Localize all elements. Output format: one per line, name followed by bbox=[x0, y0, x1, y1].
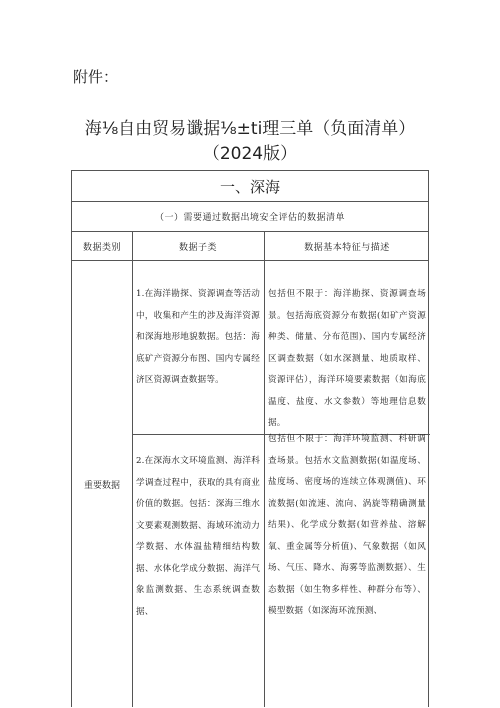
table-header-row bbox=[72, 232, 428, 261]
data-list-table bbox=[71, 170, 429, 707]
column-header-category: 数据类别 bbox=[82, 243, 121, 253]
subtype-cell-1: 1.在海洋勘探、资源调查等活动中，收集和产生的涉及海洋资源和深海地形地貌数据。包括：海底矿产资源分布图、国内专属经济区资源调查数据等。 bbox=[136, 289, 260, 385]
subsection-title: （一）需要通过数据出境安全评估的数据清单 bbox=[72, 202, 428, 232]
description-cell-1: 包括但不限于：海洋勘探、资源调查场景。包括海底资源分布数据(如矿产资源种类、储量、分布范围)、国内专属经济区调查数据（如水深测量、地质取样、资源评估），海洋环境要素数据（如海底温度、盐度、水文参数）等地理信息数据。 bbox=[268, 289, 426, 428]
description-cell-2: 包括但不限于：海洋环境监测、科研调查场景。包括水文监测数据(如温度场、盐度场、密度场的连续立体观测值)、环流数据(如流速、流向、涡旋等精确测量结果)、化学成分数据(如营养盐、溶解氧、重金属等分析值)、气象数据（如风场、气压、降水、海雾等监测数据）、生态数据（如生物多样性、种群分布等）、模型数据（如深海环流预测、 bbox=[268, 434, 426, 616]
subtype-cell-2: 2.在深海水文环境监测、海洋科学调查过程中，获取的具有商业价值的数据。包括：深海三维水文要素观测数据、海域环流动力学数据、水体温盐精细结构数据、水体化学成分数据、海洋气象监测数据、生态系统调查数据、 bbox=[136, 456, 260, 617]
column-header-subtype: 数据子类 bbox=[178, 243, 217, 253]
document-title: 海⅛自由贸易谶据⅛±ti理三单（负面清单） bbox=[84, 119, 416, 139]
section-title: 一、深海 bbox=[72, 171, 428, 202]
attachment-label: 附件： bbox=[73, 68, 119, 86]
document-title-edition: （2024版） bbox=[202, 144, 298, 164]
category-cell: 重要数据 bbox=[83, 481, 120, 491]
column-header-description: 数据基本特征与描述 bbox=[304, 243, 390, 253]
